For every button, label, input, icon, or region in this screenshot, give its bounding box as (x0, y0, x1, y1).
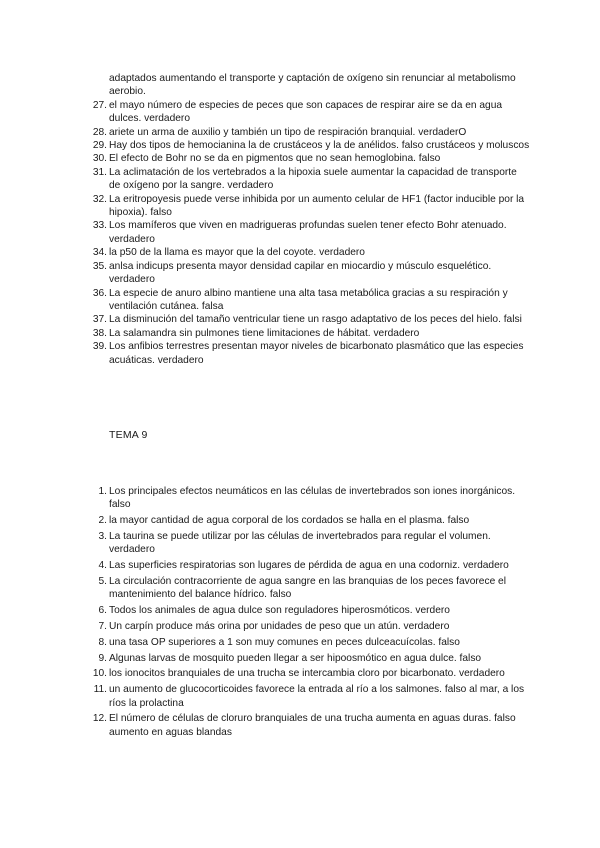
list-item (90, 340, 530, 367)
section-heading: TEMA 9 (109, 429, 148, 441)
list-item (90, 652, 530, 665)
item-number: 4. (98, 560, 107, 572)
list-item (90, 683, 530, 710)
item-number: 29. (92, 140, 107, 152)
item-number: 1. (98, 486, 107, 497)
item-text: ariete un arma de auxilio y también un tipo de respiración branquial. verdaderO (109, 126, 467, 138)
item-number: 8. (98, 636, 107, 648)
item-text: La circulación contracorriente de agua sangre en las branquias de los peces favorece el mantenimiento del balance hídrico. falso (109, 576, 506, 601)
list-item (90, 219, 530, 246)
list-item (90, 485, 530, 512)
item-number: 39. (92, 341, 107, 353)
item-number: 11. (93, 684, 107, 696)
item-text: una tasa OP superiores a 1 son muy comunes en peces dulceacuícolas. falso (109, 636, 460, 648)
item-number: 6. (98, 605, 107, 617)
item-text: La salamandra sin pulmones tiene limitaciones de hábitat. verdadero (109, 327, 420, 339)
item-number: 37. (92, 314, 107, 326)
question-list-tema9 (90, 485, 530, 742)
item-text: El efecto de Bohr no se da en pigmentos que no sean hemoglobina. falso (109, 153, 441, 165)
item-text: Hay dos tipos de hemocianina la de crustáceos y la de anélidos. falso crustáceos y moluscos (109, 140, 530, 152)
item-text: Los principales efectos neumáticos en las células de invertebrados son iones inorgánicos. falso (109, 486, 516, 511)
item-number: 5. (98, 576, 107, 587)
list-item (90, 260, 530, 287)
item-text: La taurina se puede utilizar por las células de invertebrados para regular el volumen. verdadero (109, 531, 491, 556)
list-item (90, 636, 530, 649)
item-number: 31. (92, 166, 107, 178)
item-number: 38. (92, 327, 107, 339)
item-text: Las superficies respiratorias son lugares de pérdida de agua en una codorniz. verdadero (109, 560, 509, 572)
item-text: El número de células de cloruro branquiales de una trucha aumenta en aguas duras. falso aumento en aguas blandas (109, 713, 516, 738)
list-item (90, 99, 530, 126)
item-text: Todos los animales de agua dulce son reguladores hiperosmóticos. verdero (109, 605, 450, 617)
item-number: 7. (98, 621, 107, 632)
item-text: Los mamíferos que viven en madrigueras profundas suelen tener efecto Bohr atenuado. verdadero (109, 220, 507, 245)
item-text: La disminución del tamaño ventricular tiene un rasgo adaptativo de los peces del hielo. falsi (109, 314, 522, 326)
continued-text: adaptados aumentando el transporte y captación de oxígeno sin renunciar al metabolismo aerobio. (109, 73, 516, 98)
item-text: La especie de anuro albino mantiene una alta tasa metabólica gracias a su respiración y ventilación cutánea. falsa (109, 287, 508, 312)
list-item (90, 287, 530, 314)
item-number: 12. (92, 713, 107, 725)
list-item (90, 313, 530, 326)
item-text: Un carpín produce más orina por unidades de peso que un atún. verdadero (109, 621, 450, 632)
item-text: la p50 de la llama es mayor que la del coyote. verdadero (109, 247, 365, 259)
item-number: 36. (92, 287, 107, 299)
question-list-part1 (90, 72, 530, 367)
list-item (90, 604, 530, 617)
item-number: 32. (92, 193, 107, 205)
item-text: La eritropoyesis puede verse inhibida por un aumento celular de HF1 (factor inducible por la hipoxia). falso (109, 193, 525, 219)
item-text: la mayor cantidad de agua corporal de los cordados se halla en el plasma. falso (109, 515, 470, 527)
list-item (90, 712, 530, 739)
item-number: 33. (92, 220, 107, 232)
list-item (90, 246, 530, 259)
item-number: 30. (92, 153, 107, 165)
item-text: Algunas larvas de mosquito pueden llegar a ser hipoosmótico en agua dulce. falso (109, 652, 482, 664)
list-item (90, 514, 530, 527)
item-number: 27. (92, 99, 107, 111)
list-item (90, 575, 530, 602)
item-number: 28. (92, 126, 107, 138)
item-number: 35. (92, 260, 107, 272)
list-item (90, 620, 530, 633)
item-number: 3. (98, 531, 107, 542)
list-item (90, 530, 530, 557)
item-number: 34. (92, 247, 107, 259)
item-number: 9. (98, 652, 107, 664)
item-text: anlsa indicups presenta mayor densidad capilar en miocardio y músculo esquelético. verdadero (109, 260, 492, 286)
item-text: Los anfibios terrestres presentan mayor niveles de bicarbonato plasmático que las especies acuáticas. verdadero (109, 341, 524, 366)
item-number: 10. (92, 668, 107, 680)
list-item (90, 193, 530, 220)
list-item (90, 152, 530, 165)
item-text: los ionocitos branquiales de una trucha se intercambia cloro por bicarbonato. verdadero (109, 668, 505, 680)
item-text: el mayo número de especies de peces que son capaces de respirar aire se da en agua dulces. verdadero (109, 99, 503, 125)
list-item (90, 559, 530, 572)
list-item (90, 166, 530, 193)
item-number: 2. (98, 515, 107, 527)
item-text: La aclimatación de los vertebrados a la hipoxia suele aumentar la capacidad de transporte de oxígeno por la sangre. verdadero (109, 166, 517, 192)
item-text: un aumento de glucocorticoides favorece la entrada al río a los salmones. falso al mar, a los ríos la prolactina (109, 684, 525, 709)
list-item (90, 327, 530, 340)
list-item (90, 126, 530, 139)
list-item (90, 667, 530, 680)
list-item (90, 139, 530, 152)
